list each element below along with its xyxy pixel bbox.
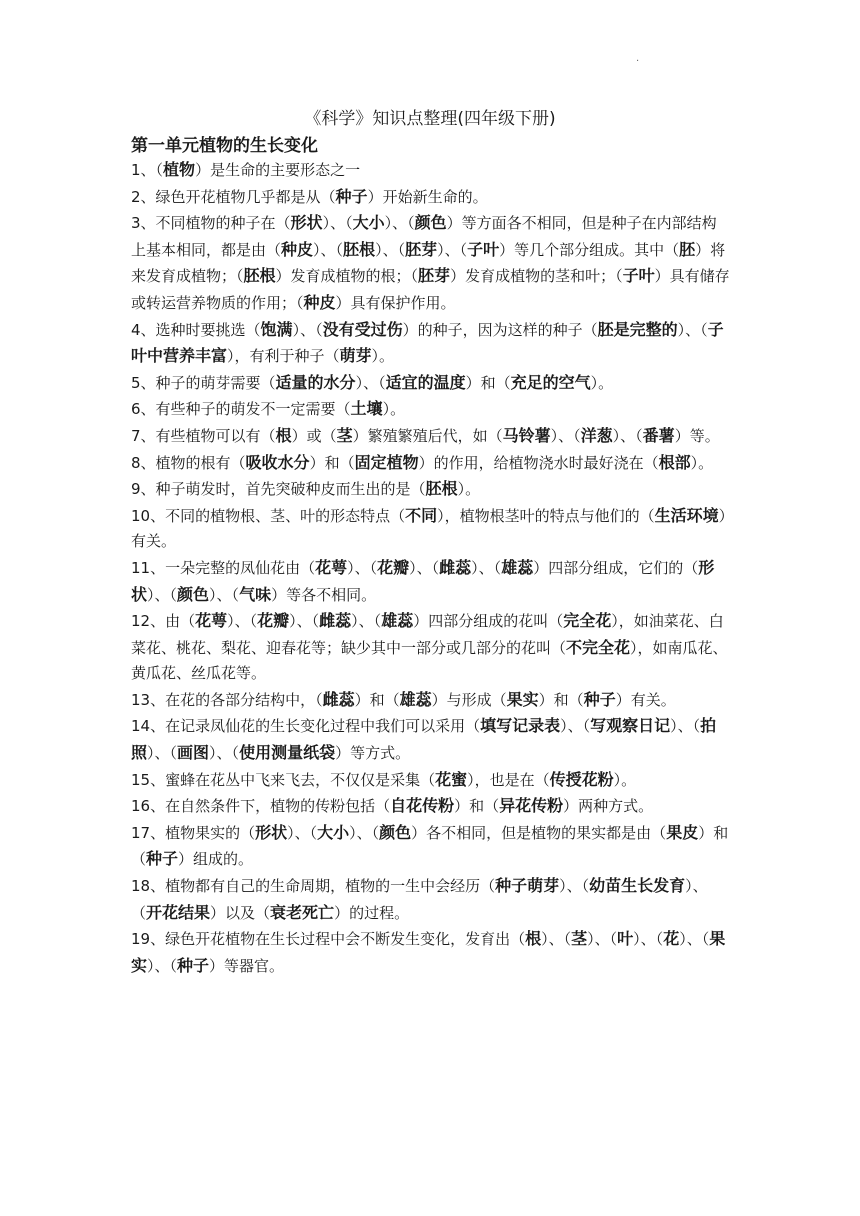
key-term: 种子 [583, 689, 616, 709]
key-term: 种皮 [281, 239, 314, 259]
item-text: 10、不同的植物根、茎、叶的形态特点（ [131, 506, 406, 525]
item-text: ）是生命的主要形态之一 [195, 161, 361, 179]
key-term: 种皮 [303, 292, 336, 312]
item-text: ）、（ [131, 877, 708, 922]
key-term: 吸收水分 [245, 452, 310, 472]
item-text: ）、（ [560, 717, 591, 736]
item-text: ）有关。 [615, 690, 676, 709]
item-text: 4、选种时要挑选（ [131, 320, 261, 339]
item-text: ）、（ [670, 717, 701, 736]
key-term: 茎 [571, 929, 588, 949]
key-term: 植物 [163, 160, 196, 179]
item-text: ）、（ [677, 320, 708, 339]
key-term: 自花传粉 [390, 796, 455, 816]
item-text: ），植物根茎叶的特点与他们的（ [437, 506, 655, 525]
item-text: ）等方式。 [335, 744, 411, 763]
item-text: ）、（ [612, 426, 643, 445]
key-term: 雄蕊 [501, 557, 534, 577]
item-text: ）等几个部分组成。其中（ [499, 240, 680, 259]
knowledge-item [131, 555, 731, 608]
item-text: ）四部分组成的花叫（ [413, 612, 564, 631]
key-term: 不完全花 [566, 637, 631, 657]
item-text: 2、绿色开花植物几乎都是从（ [131, 187, 336, 206]
item-text: ）、（ [347, 558, 378, 577]
knowledge-item [131, 687, 731, 714]
item-text: ）、（ [409, 558, 440, 577]
key-term: 子叶 [467, 239, 500, 259]
key-term: 土壤 [350, 399, 383, 419]
knowledge-item [131, 608, 731, 687]
key-term: 胚根 [343, 239, 376, 259]
item-text: ）四部分组成，它们的（ [533, 558, 699, 577]
item-text: ）、（ [287, 823, 318, 842]
key-term: 幼苗生长发育 [589, 876, 686, 896]
key-term: 子叶 [622, 266, 655, 286]
item-text: ）发育成植物的根；（ [275, 267, 419, 286]
item-text: ）、（ [147, 585, 178, 604]
key-term: 形状 [290, 213, 323, 233]
item-text: 5、种子的萌芽需要（ [131, 373, 276, 392]
item-text: ）。 [382, 400, 406, 419]
item-text: ）的种子，因为这样的种子（ [402, 320, 598, 339]
knowledge-item [131, 793, 731, 820]
key-term: 衰老死亡 [270, 902, 335, 922]
item-text: ）具有储存或转运营养物质的作用；（ [131, 267, 730, 312]
item-text: ）等各不相同。 [271, 585, 377, 604]
key-term: 大小 [317, 822, 350, 842]
key-term: 种子 [335, 186, 368, 206]
item-text: ）、（ [471, 558, 502, 577]
item-text: ）、（ [209, 585, 240, 604]
key-term: 子叶中营养丰富 [131, 319, 724, 366]
item-text: 16、在自然条件下，植物的传粉包括（ [131, 797, 391, 816]
item-text: ）与形成（ [431, 690, 507, 709]
key-term: 种子 [146, 849, 179, 869]
item-text: ）、（ [437, 240, 468, 259]
knowledge-item [131, 184, 731, 211]
item-text: ）两种方式。 [563, 797, 654, 816]
item-text: ）等方面各不相同，但是种子在内部结构上基本相同，都是由（ [131, 214, 717, 259]
key-term: 雌蕊 [322, 689, 355, 709]
key-term: 适量的水分 [275, 372, 356, 392]
item-text: ）。 [590, 373, 614, 392]
key-term: 填写记录表 [480, 716, 561, 736]
item-text: ）、（ [587, 930, 618, 949]
item-text: ）繁殖繁殖后代，如（ [352, 426, 503, 445]
key-term: 没有受过伤 [322, 319, 403, 339]
key-term: 花瓣 [257, 611, 290, 631]
key-term: 固定植物 [354, 452, 419, 472]
item-text: ）、（ [313, 240, 344, 259]
item-text: ）、（ [227, 612, 258, 631]
item-text: 9、种子萌发时，首先突破种皮而生出的是（ [131, 480, 426, 499]
unit-heading: 第一单元植物的生长变化 [131, 136, 318, 156]
item-text: 15、蜜蜂在花丛中飞来飞去，不仅仅是采集（ [131, 770, 436, 789]
item-text: ）以及（ [210, 903, 271, 922]
knowledge-item [131, 767, 731, 794]
key-term: 洋葱 [580, 425, 613, 445]
item-text: 11、一朵完整的凤仙花由（ [131, 558, 316, 577]
item-text: ）、（ [322, 214, 353, 233]
knowledge-item [131, 926, 731, 979]
item-text: ）、（ [289, 612, 320, 631]
key-term: 果实 [506, 689, 539, 709]
item-text: ）的过程。 [334, 903, 410, 922]
item-text: ）、（ [541, 930, 572, 949]
item-text: ）、（ [679, 930, 710, 949]
item-text: ）、（ [349, 823, 380, 842]
key-term: 根 [525, 929, 542, 949]
item-text: ）、（ [209, 744, 240, 763]
item-text: ）和（ [309, 453, 355, 472]
item-text: ）发育成植物的茎和叶；（ [450, 267, 623, 286]
item-text: ）的作用，给植物浇水时最好浇在（ [418, 453, 659, 472]
header-mark: · [636, 56, 640, 67]
key-term: 雄蕊 [399, 689, 432, 709]
key-term: 胚根 [243, 266, 276, 286]
knowledge-item [131, 820, 731, 873]
knowledge-item [131, 450, 731, 477]
knowledge-list [131, 157, 731, 979]
item-text: ），如油菜花、白菜花、桃花、梨花、迎春花等；缺少其中一部分或几部分的花叫（ [131, 612, 724, 657]
item-text: ）、（ [147, 956, 178, 975]
key-term: 果皮 [666, 822, 699, 842]
key-term: 气味 [239, 584, 272, 604]
key-term: 使用测量纸袋 [239, 743, 336, 763]
key-term: 根部 [658, 452, 691, 472]
item-text: 1、（ [131, 161, 164, 179]
key-term: 传授花粉 [549, 769, 614, 789]
item-text: ）、（ [351, 612, 382, 631]
item-text: 19、绿色开花植物在生长过程中会不断发生变化，发育出（ [131, 930, 526, 949]
knowledge-item [131, 423, 731, 450]
document-title [0, 104, 860, 129]
item-text: ）和（ [131, 823, 729, 869]
knowledge-item [131, 503, 731, 555]
item-text: ）等器官。 [209, 956, 285, 975]
key-term: 充足的空气 [510, 372, 591, 392]
key-term: 画图 [177, 743, 210, 763]
key-term: 果实 [131, 929, 726, 975]
knowledge-item [131, 873, 731, 926]
knowledge-item [131, 370, 731, 397]
key-term: 饱满 [260, 319, 293, 339]
key-term: 根 [275, 425, 292, 445]
item-text: ）和（ [465, 373, 511, 392]
item-text: 12、由（ [131, 612, 196, 631]
key-term: 形状 [255, 822, 288, 842]
item-text: ），也是在（ [467, 770, 550, 789]
item-text: ）或（ [291, 426, 337, 445]
item-text: ）有关。 [131, 506, 727, 551]
key-term: 大小 [352, 213, 385, 233]
item-text: ），如南瓜花、黄瓜花、丝瓜花等。 [131, 638, 728, 683]
key-term: 种子 [177, 955, 210, 975]
item-text: ）、（ [633, 930, 664, 949]
item-text: ）、（ [550, 426, 581, 445]
key-term: 花蜜 [435, 769, 468, 789]
item-text: ）和（ [354, 690, 400, 709]
key-term: 生活环境 [654, 505, 719, 525]
document-title-text: 《科学》知识点整理(四年级下册) [304, 109, 556, 129]
key-term: 胚是完整的 [597, 319, 678, 339]
key-term: 颜色 [379, 822, 412, 842]
item-text: 8、植物的根有（ [131, 453, 246, 472]
key-term: 雌蕊 [439, 557, 472, 577]
key-term: 萌芽 [339, 346, 372, 366]
key-term: 适宜的温度 [385, 372, 466, 392]
key-term: 雄蕊 [381, 611, 414, 631]
key-term: 番薯 [642, 425, 675, 445]
key-term: 胚芽 [405, 239, 438, 259]
key-term: 拍照 [131, 716, 717, 763]
item-text: ）、（ [384, 214, 415, 233]
item-text: ）具有保护作用。 [335, 293, 456, 312]
key-term: 颜色 [414, 213, 447, 233]
item-text: ）各不相同，但是植物的果实都是由（ [411, 823, 667, 842]
item-text: ）、（ [292, 320, 323, 339]
item-text: ）、（ [559, 877, 590, 896]
key-term: 花 [663, 929, 680, 949]
knowledge-item [131, 210, 731, 316]
item-text: ），有利于种子（ [227, 347, 340, 366]
key-term: 雌蕊 [319, 611, 352, 631]
item-text: 18、植物都有自己的生命周期，植物的一生中会经历（ [131, 877, 496, 896]
item-text: ）和（ [538, 690, 584, 709]
key-term: 花萼 [195, 611, 228, 631]
key-term: 胚根 [425, 479, 458, 499]
key-term: 种子萌芽 [495, 876, 560, 896]
knowledge-item [131, 396, 731, 423]
key-term: 异花传粉 [499, 796, 564, 816]
item-text: ）将来发育成植物；（ [131, 240, 726, 286]
key-term: 胚芽 [418, 266, 451, 286]
item-text: ）。 [371, 347, 395, 366]
item-text: 6、有些种子的萌发不一定需要（ [131, 400, 351, 419]
item-text: 14、在记录凤仙花的生长变化过程中我们可以采用（ [131, 717, 481, 736]
item-text: ）。 [690, 453, 714, 472]
item-text: ）和（ [454, 797, 500, 816]
knowledge-item [131, 713, 731, 766]
key-term: 茎 [336, 425, 353, 445]
knowledge-item [131, 476, 731, 503]
key-term: 花瓣 [377, 557, 410, 577]
item-text: 13、在花的各部分结构中，（ [131, 690, 323, 709]
item-text: ）。 [613, 770, 637, 789]
key-term: 开花结果 [146, 902, 211, 922]
item-text: 17、植物果实的（ [131, 823, 256, 842]
item-text: 3、不同植物的种子在（ [131, 214, 291, 233]
key-term: 花萼 [315, 557, 348, 577]
key-term: 形状 [131, 557, 715, 604]
key-term: 胚 [679, 239, 696, 259]
item-text: ）开始新生命的。 [367, 187, 488, 206]
item-text: ）组成的。 [178, 850, 254, 869]
key-term: 颜色 [177, 584, 210, 604]
key-term: 写观察日记 [590, 716, 671, 736]
item-text: ）、（ [355, 373, 386, 392]
item-text: ）等。 [674, 426, 720, 445]
knowledge-item [131, 157, 731, 184]
knowledge-item [131, 317, 731, 370]
key-term: 马铃薯 [502, 425, 551, 445]
key-term: 不同 [405, 505, 438, 525]
key-term: 叶 [617, 929, 634, 949]
item-text: 7、有些植物可以有（ [131, 426, 276, 445]
item-text: ）。 [457, 480, 481, 499]
item-text: ）、（ [375, 240, 406, 259]
item-text: ）、（ [147, 744, 178, 763]
key-term: 完全花 [563, 611, 612, 631]
